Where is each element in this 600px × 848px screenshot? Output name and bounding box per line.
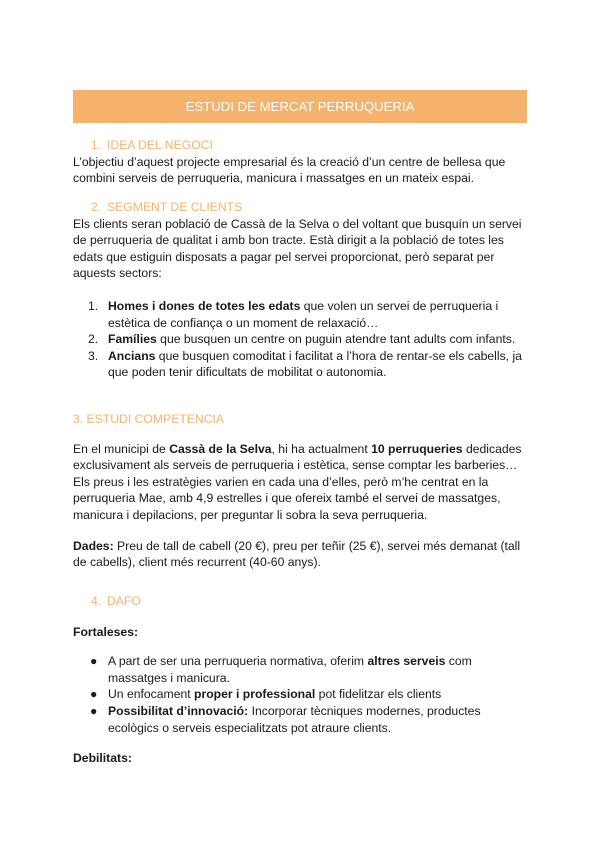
section-idea-del-negoci — [73, 137, 533, 187]
section-4-heading — [73, 593, 533, 610]
list-item — [73, 348, 533, 381]
town-name: Cassà de la Selva — [169, 441, 272, 456]
list-item-text: Incorporar tècniques modernes, productes ecològics o serveis especialitzats pot atraure clients. — [108, 703, 481, 735]
list-item-text: que volen un servei de perruqueria i estètica de confiança o un moment de relaxació… — [108, 298, 499, 330]
bullet-icon: ● — [90, 654, 98, 669]
list-item — [73, 331, 533, 348]
list-item-text: que busquen comoditat i facilitat a l’hora de rentar-se els cabells, ja que poden tenir dificultats de mobilitat o autonomia. — [108, 348, 522, 380]
section-3-dades — [73, 538, 533, 571]
section-4-number: 4. — [91, 594, 102, 608]
text-run: , hi ha actualment — [271, 441, 372, 456]
section-1-number: 1. — [91, 138, 102, 152]
document-title-banner: ESTUDI DE MERCAT PERRUQUERIA — [73, 90, 527, 123]
list-item-bold: altres serveis — [367, 654, 446, 669]
list-item-text: com massatges i manicura. — [108, 654, 472, 685]
text-run: En el municipi de — [73, 441, 170, 456]
list-marker: 3. — [88, 348, 99, 363]
list-item — [73, 703, 533, 736]
list-item — [73, 686, 533, 703]
section-1-text: L’objectiu d’aquest projecte empresarial és la creació d’un centre de bellesa que combini serveis de perruqueria, manicura i massatges en un mateix espai. — [73, 154, 506, 186]
list-marker: 1. — [88, 298, 99, 313]
bullet-icon: ● — [90, 687, 98, 702]
text-run: dedicades exclusivament als serveis de perruqueria i estètica, sense comptar les barberies… Els preus i les estratègies varien en cada una d’elles, però m’he centrat en la perruqueria Mae, amb 4,9 estrelles i que ofereix també el servei de massatges, manicura i depilacions, per preguntar li sobra la seva perruqueria. — [73, 441, 522, 522]
fortaleses-list — [73, 653, 533, 736]
list-item-text: A part de ser una perruqueria normativa, oferim — [108, 654, 368, 669]
dades-text: Preu de tall de cabell (20 €), preu per teñir (25 €), servei més demanat (tall de cabells), client més recurrent (40-60 anys). — [73, 538, 521, 570]
section-segment-de-clients — [73, 199, 533, 381]
section-dafo — [73, 593, 533, 767]
section-1-heading — [73, 137, 533, 154]
fortaleses-label: Fortaleses: — [73, 624, 139, 639]
section-estudi-competencia — [73, 411, 533, 571]
section-2-text: Els clients seran població de Cassà de la Selva o del voltant que busquín un servei de perruqueria de qualitat i amb bon tracte. Està dirigit a la població de totes les edats que estiguin disposats a pagar pel servei proporcionat, però separat per aquests sectors: — [73, 216, 522, 281]
section-2-number: 2. — [91, 200, 102, 214]
section-3-paragraph — [73, 441, 533, 524]
list-item-text: que busquen un centre on puguin atendre tant adults com infants. — [156, 332, 516, 347]
list-item-bold: Possibilitat d’innovació: — [108, 703, 249, 718]
list-marker: 2. — [88, 332, 99, 347]
debilitats-label: Debilitats: — [73, 751, 132, 766]
section-4-title: DAFO — [107, 594, 141, 608]
section-1-title: IDEA DEL NEGOCI — [107, 138, 213, 152]
list-item-bold: Famílies — [108, 332, 157, 347]
section-3-title: 3. ESTUDI COMPETENCIA — [73, 412, 225, 426]
client-segments-list — [73, 298, 533, 381]
bullet-icon: ● — [90, 703, 98, 718]
list-item-text: pot fidelitzar els clients — [315, 687, 442, 702]
competitor-count: 10 perruqueries — [371, 441, 463, 456]
list-item-bold: Homes i dones de totes les edats — [108, 298, 301, 313]
list-item-text: Un enfocament — [108, 687, 195, 702]
list-item — [73, 298, 533, 331]
list-item — [73, 653, 533, 686]
section-2-title: SEGMENT DE CLIENTS — [107, 200, 243, 214]
section-2-heading — [73, 199, 533, 216]
list-item-bold: Ancians — [108, 348, 156, 363]
list-item-bold: proper i professional — [194, 687, 316, 702]
dades-label: Dades: — [73, 538, 114, 553]
